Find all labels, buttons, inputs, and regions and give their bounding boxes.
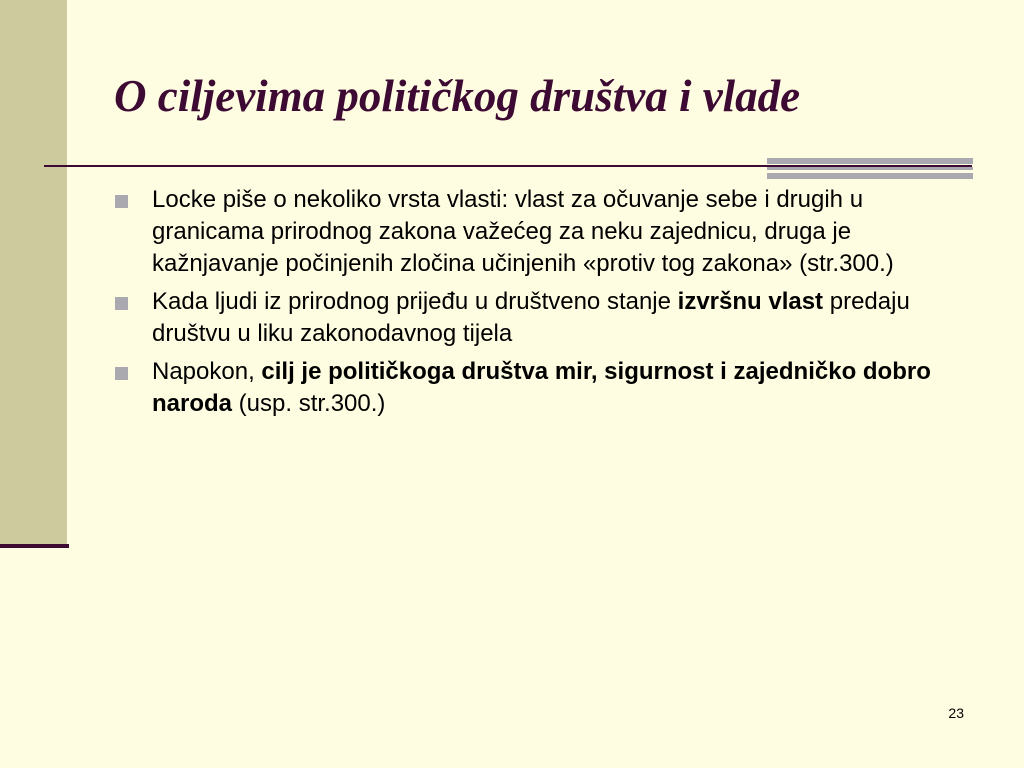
bullet-text: Locke piše o nekoliko vrsta vlasti: vlast za očuvanje sebe i drugih u granicama prirodnog zakona važećeg za neku zajednicu, druga je kažnjavanje počinjenih zločina učinjenih «protiv tog zakona» (str.300.)	[152, 186, 894, 277]
slide-title: O ciljevima političkog društva i vlade	[114, 71, 801, 121]
bullet-item	[115, 356, 945, 420]
bullet-text-bold: cilj je političkoga društva mir, sigurnost i zajedničko dobro naroda	[152, 358, 931, 417]
square-bullet-icon	[115, 297, 128, 310]
accent-stripe	[767, 167, 973, 170]
page-number: 23	[948, 705, 964, 721]
left-decorative-bar	[0, 0, 67, 544]
left-bar-underline	[0, 544, 69, 548]
bullet-list	[115, 184, 945, 426]
bullet-text: Kada ljudi iz prirodnog prijeđu u društveno stanje	[152, 288, 678, 315]
square-bullet-icon	[115, 195, 128, 208]
bullet-text: Napokon,	[152, 358, 262, 385]
accent-stripe	[767, 173, 973, 179]
bullet-item	[115, 286, 945, 350]
square-bullet-icon	[115, 367, 128, 380]
bullet-text-bold: izvršnu vlast	[677, 288, 824, 315]
bullet-text: predaju društvu u liku zakonodavnog tijela	[152, 288, 910, 347]
accent-stripe	[767, 158, 973, 164]
accent-stripes	[767, 158, 973, 180]
bullet-item	[115, 184, 945, 280]
bullet-text: (usp. str.300.)	[232, 390, 386, 417]
